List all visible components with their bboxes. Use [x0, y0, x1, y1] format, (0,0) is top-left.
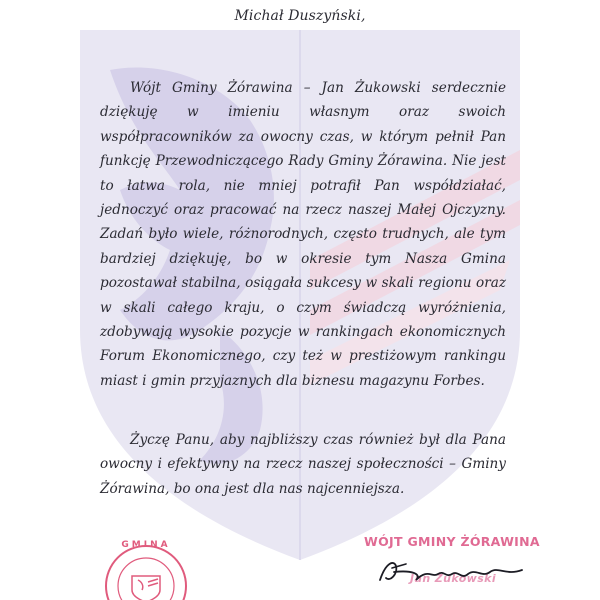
stamp-text: GMINA [121, 540, 171, 550]
signatory-name: Jan Żukowski [410, 572, 497, 585]
handwritten-signature [372, 552, 532, 592]
signatory-title: WÓJT GMINY ŻÓRAWINA [364, 534, 540, 549]
paragraph-thanks: Wójt Gminy Żórawina – Jan Żukowski serdecznie dziękuję w imieniu własnym oraz swoich współpracowników za owocny czas, w którym pełnił Pan funkcję Przewodniczącego Rady Gminy Żórawina. Nie jest to łatwa rola, nie mniej potrafił Pan współdziałać, jednoczyć oraz pracować na rzecz naszej Małej Ojczyzny. Zadań było wiele, różnorodnych, często trudnych, ale tym bardziej dziękuję, bo w okresie tym Nasza Gmina pozostawał stabilna, osiągała sukcesy w skali regionu oraz w skali całego kraju, o czym świadczą wyróżnienia, zdobywają wysokie pozycje w rankingach ekonomicznych Forum Ekonomicznego, czy też w prestiżowym rankingu miast i gmin przyjaznych dla biznesu magazynu Forbes. [100, 80, 506, 389]
salutation: Michał Duszyński, [234, 8, 366, 24]
official-stamp [98, 538, 194, 600]
paragraph-wishes: Życzę Panu, aby najbliższy czas również był dla Pana owocny i efektywny na rzecz naszej społeczności – Gminy Żórawina, bo ona jest dla nas najcenniejsza. [100, 432, 506, 497]
